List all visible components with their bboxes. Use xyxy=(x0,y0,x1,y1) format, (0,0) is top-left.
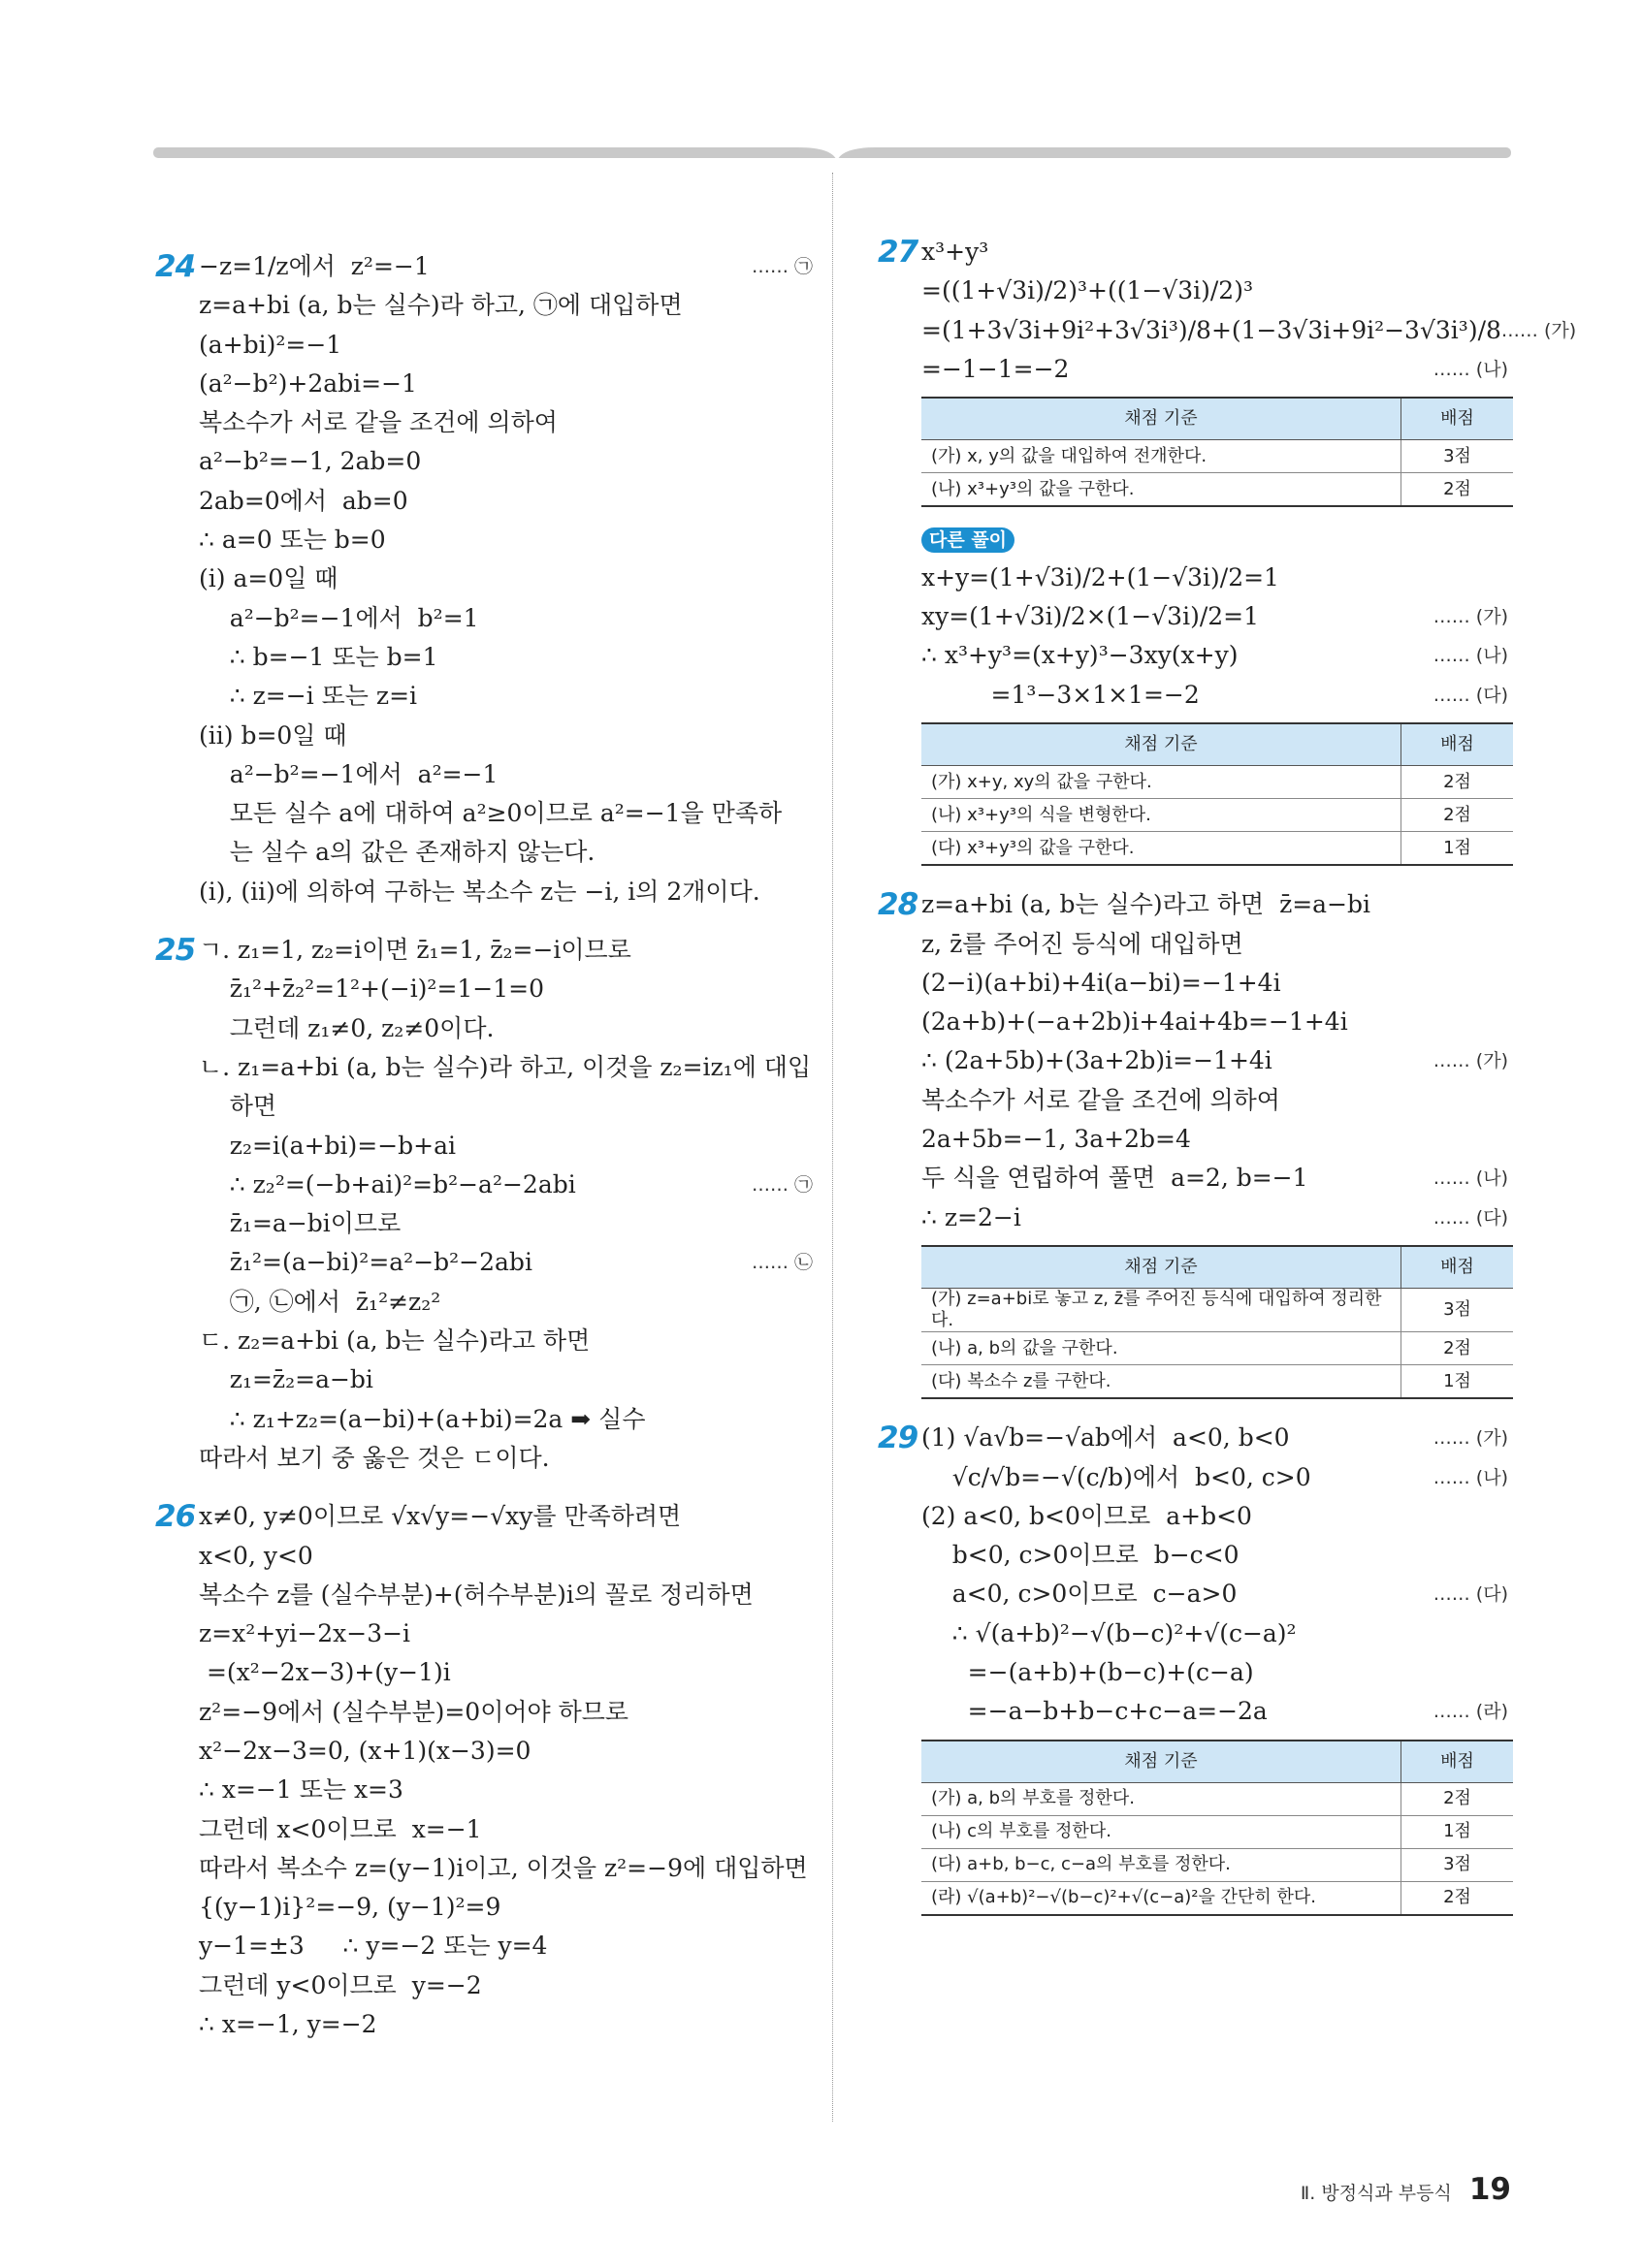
line-text: 그런데 x<0이므로 x=−1 xyxy=(199,1814,482,1843)
problem-body xyxy=(155,1497,815,2044)
alt-solution-label-row xyxy=(878,519,1510,558)
grading-row xyxy=(921,832,1513,866)
problem-body xyxy=(878,1419,1510,1731)
line-text: 따라서 복소수 z=(y−1)i이고, 이것을 z²=−9에 대입하면 xyxy=(199,1853,808,1882)
grading-score: 3점 xyxy=(1401,1848,1514,1881)
problem-body xyxy=(878,885,1510,1237)
solution-line xyxy=(199,1810,815,1849)
line-tag: …… (나) xyxy=(1433,645,1508,667)
solution-line xyxy=(199,1360,815,1399)
grading-criterion: (나) x³+y³의 값을 구한다. xyxy=(921,473,1401,507)
problem-number: 24 xyxy=(155,249,196,284)
line-text: (1) √a√b=−√ab에서 a<0, b<0 xyxy=(921,1423,1290,1453)
page-footer xyxy=(1301,2172,1511,2207)
solution-line xyxy=(921,964,1510,1003)
solution-line xyxy=(921,1536,1510,1575)
grading-header-cell: 배점 xyxy=(1401,723,1514,766)
line-text: ∴ z₂²=(−b+ai)²=b²−a²−2abi xyxy=(199,1169,576,1198)
solution-line xyxy=(199,1166,815,1204)
top-decorative-bar xyxy=(153,145,1511,161)
solution-line xyxy=(921,1159,1510,1198)
solution-line xyxy=(199,931,815,970)
page-number: 19 xyxy=(1468,2172,1511,2207)
line-text: z=a+bi (a, b는 실수)라 하고, ㉠에 대입하면 xyxy=(199,291,683,320)
line-text: =−1−1=−2 xyxy=(921,354,1070,383)
grading-table-header xyxy=(921,398,1513,440)
line-text: ∴ x³+y³=(x+y)³−3xy(x+y) xyxy=(921,641,1239,670)
line-text: a²−b²=−1에서 a²=−1 xyxy=(199,759,499,788)
solution-line xyxy=(199,365,815,403)
grading-row xyxy=(921,1365,1513,1399)
grading-header-cell: 배점 xyxy=(1401,1741,1514,1783)
solution-line xyxy=(199,1732,815,1771)
line-tag: …… (라) xyxy=(1433,1701,1508,1723)
grading-score: 2점 xyxy=(1401,1782,1514,1815)
grading-score: 2점 xyxy=(1401,799,1514,832)
solution-line xyxy=(199,1771,815,1809)
solution-line xyxy=(921,272,1510,310)
grading-header-cell: 배점 xyxy=(1401,1246,1514,1289)
solution-line xyxy=(921,559,1510,597)
grading-table-header xyxy=(921,723,1513,766)
line-text: z²=−9에서 (실수부분)=0이어야 하므로 xyxy=(199,1697,629,1726)
problem-25 xyxy=(155,931,815,1478)
line-tag: …… (나) xyxy=(1433,1167,1508,1190)
grading-table xyxy=(921,1245,1513,1399)
line-text: (a²−b²)+2abi=−1 xyxy=(199,368,417,398)
grading-table xyxy=(921,722,1513,866)
solution-line xyxy=(199,1537,815,1576)
grading-row xyxy=(921,799,1513,832)
line-text: a²−b²=−1에서 b²=1 xyxy=(199,603,479,632)
grading-criterion: (다) a+b, b−c, c−a의 부호를 정한다. xyxy=(921,1848,1401,1881)
grading-criterion: (가) a, b의 부호를 정한다. xyxy=(921,1782,1401,1815)
solution-line xyxy=(199,2005,815,2044)
solution-line xyxy=(921,925,1510,964)
grading-criterion: (가) z=a+bi로 놓고 z, z̄를 주어진 등식에 대입하여 정리한다. xyxy=(921,1289,1401,1332)
line-text: =((1+√3i)/2)³+((1−√3i)/2)³ xyxy=(921,276,1253,305)
solution-line xyxy=(921,311,1577,350)
column-divider xyxy=(832,173,833,2122)
line-tag: …… ㉠ xyxy=(751,256,813,277)
solution-line xyxy=(921,676,1510,715)
line-text: =(x²−2x−3)+(y−1)i xyxy=(199,1658,451,1687)
problem-24 xyxy=(155,247,815,911)
line-text: a²−b²=−1, 2ab=0 xyxy=(199,447,422,476)
line-text: ∴ z₁+z₂=(a−bi)+(a+bi)=2a ➡ 실수 xyxy=(199,1404,646,1433)
solution-line xyxy=(199,873,815,911)
grading-row xyxy=(921,1782,1513,1815)
problem-body xyxy=(155,931,815,1478)
solution-line xyxy=(199,1927,815,1965)
grading-score: 2점 xyxy=(1401,1881,1514,1915)
line-tag: …… (나) xyxy=(1433,1466,1508,1488)
problem-number: 25 xyxy=(155,933,196,969)
line-text: 그런데 y<0이므로 y=−2 xyxy=(199,1970,482,1999)
line-tag: …… (가) xyxy=(1433,1427,1508,1450)
solution-line xyxy=(921,1419,1510,1457)
grading-score: 1점 xyxy=(1401,1815,1514,1848)
solution-line xyxy=(199,638,815,677)
problem-number: 26 xyxy=(155,1499,196,1535)
line-text: ㄷ. z₂=a+bi (a, b는 실수)라고 하면 xyxy=(199,1326,591,1356)
grading-criterion: (나) a, b의 값을 구한다. xyxy=(921,1332,1401,1365)
solution-line xyxy=(199,1204,815,1243)
line-text: =−a−b+b−c+c−a=−2a xyxy=(921,1697,1268,1726)
line-text: b<0, c>0이므로 b−c<0 xyxy=(921,1541,1240,1570)
line-tag: …… (다) xyxy=(1433,684,1508,706)
line-text: ∴ z=−i 또는 z=i xyxy=(199,682,418,711)
line-tag: …… (다) xyxy=(1433,1206,1508,1229)
line-text: (2−i)(a+bi)+4i(a−bi)=−1+4i xyxy=(921,968,1281,997)
line-text: x≠0, y≠0이므로 √x√y=−√xy를 만족하려면 xyxy=(199,1502,682,1531)
alt-solution-badge: 다른 풀이 xyxy=(921,527,1014,553)
line-tag: …… (나) xyxy=(1433,358,1508,380)
line-text: 그런데 z₁≠0, z₂≠0이다. xyxy=(199,1013,495,1042)
line-text: z̄₁=a−bi이므로 xyxy=(199,1209,402,1238)
solution-line xyxy=(199,833,815,872)
solution-line xyxy=(199,1888,815,1927)
line-text: x+y=(1+√3i)/2+(1−√3i)/2=1 xyxy=(921,562,1279,591)
solution-line xyxy=(199,1497,815,1536)
line-text: 2ab=0에서 ab=0 xyxy=(199,486,408,515)
solution-line xyxy=(199,521,815,559)
line-text: z₁=z̄₂=a−bi xyxy=(199,1365,373,1394)
grading-criterion: (라) √(a+b)²−√(b−c)²+√(c−a)²을 간단히 한다. xyxy=(921,1881,1401,1915)
grading-header-cell: 배점 xyxy=(1401,398,1514,440)
line-text: x²−2x−3=0, (x+1)(x−3)=0 xyxy=(199,1736,531,1765)
solution-line xyxy=(199,1849,815,1888)
line-text: =1³−3×1×1=−2 xyxy=(921,680,1200,709)
line-text: z₂=i(a+bi)=−b+ai xyxy=(199,1131,457,1160)
solution-line xyxy=(921,1692,1510,1731)
solution-line xyxy=(199,482,815,521)
solution-line xyxy=(199,1693,815,1732)
line-text: x<0, y<0 xyxy=(199,1541,313,1570)
solution-line xyxy=(921,233,1510,272)
line-tag: …… (가) xyxy=(1433,1050,1508,1072)
solution-line xyxy=(199,286,815,325)
solution-line xyxy=(921,350,1510,389)
line-text: (2) a<0, b<0이므로 a+b<0 xyxy=(921,1501,1252,1530)
line-text: ∴ b=−1 또는 b=1 xyxy=(199,642,438,671)
line-text: 2a+5b=−1, 3a+2b=4 xyxy=(921,1125,1191,1154)
grading-criterion: (나) x³+y³의 식을 변형한다. xyxy=(921,799,1401,832)
grading-header-cell: 채점 기준 xyxy=(921,723,1401,766)
grading-score: 1점 xyxy=(1401,1365,1514,1399)
grading-score: 3점 xyxy=(1401,440,1514,473)
line-text: 는 실수 a의 값은 존재하지 않는다. xyxy=(199,838,596,867)
line-text: 복소수가 서로 같을 조건에 의하여 xyxy=(921,1085,1280,1114)
grading-table xyxy=(921,1740,1513,1916)
solution-line xyxy=(199,1400,815,1439)
problem-29 xyxy=(878,1419,1510,1916)
grading-criterion: (다) x³+y³의 값을 구한다. xyxy=(921,832,1401,866)
line-text: z, z̄를 주어진 등식에 대입하면 xyxy=(921,929,1243,958)
solution-line xyxy=(199,1322,815,1360)
line-text: z=x²+yi−2x−3−i xyxy=(199,1619,411,1648)
solution-line xyxy=(199,1966,815,2005)
line-text: (ⅱ) b=0일 때 xyxy=(199,720,347,750)
solution-line xyxy=(199,717,815,755)
line-text: z̄₁²+z̄₂²=1²+(−i)²=1−1=0 xyxy=(199,974,545,1004)
solution-line xyxy=(199,559,815,598)
solution-line xyxy=(921,1458,1510,1497)
line-text: ∴ x=−1, y=−2 xyxy=(199,2010,377,2039)
solution-line xyxy=(199,1127,815,1166)
solution-line xyxy=(199,755,815,794)
line-text: ∴ z=2−i xyxy=(921,1202,1021,1231)
solution-line xyxy=(921,1003,1510,1041)
alt-solution-body xyxy=(878,559,1510,715)
line-text: √c/√b=−√(c/b)에서 b<0, c>0 xyxy=(921,1462,1311,1491)
solution-line xyxy=(199,247,815,286)
section-title: Ⅱ. 방정식과 부등식 xyxy=(1300,2183,1452,2204)
grading-row xyxy=(921,1289,1513,1332)
problem-number: 27 xyxy=(878,235,918,270)
line-text: 하면 xyxy=(199,1092,277,1121)
solution-line xyxy=(199,1439,815,1478)
grading-header-cell: 채점 기준 xyxy=(921,1246,1401,1289)
line-tag: …… ㉡ xyxy=(751,1252,813,1274)
line-text: (a+bi)²=−1 xyxy=(199,330,342,359)
line-text: {(y−1)i}²=−9, (y−1)²=9 xyxy=(199,1893,501,1922)
grading-row xyxy=(921,1815,1513,1848)
line-text: x³+y³ xyxy=(921,238,989,266)
solution-line xyxy=(199,599,815,638)
line-text: ∴ a=0 또는 b=0 xyxy=(199,526,386,555)
grading-row xyxy=(921,440,1513,473)
solution-line xyxy=(921,1120,1510,1159)
problem-body xyxy=(155,247,815,911)
grading-table-header xyxy=(921,1246,1513,1289)
grading-criterion: (나) c의 부호를 정한다. xyxy=(921,1815,1401,1848)
solution-line xyxy=(199,794,815,833)
solution-line xyxy=(921,1497,1510,1536)
solution-line xyxy=(199,1576,815,1614)
problem-number: 29 xyxy=(878,1421,918,1456)
grading-row xyxy=(921,1332,1513,1365)
right-column xyxy=(878,233,1577,1935)
solution-line xyxy=(921,597,1510,636)
solution-line xyxy=(199,1048,815,1087)
solution-line xyxy=(199,442,815,481)
solution-line xyxy=(199,1653,815,1692)
line-text: z=a+bi (a, b는 실수)라고 하면 z̄=a−bi xyxy=(921,890,1371,919)
line-text: xy=(1+√3i)/2×(1−√3i)/2=1 xyxy=(921,602,1260,631)
solution-line xyxy=(921,1198,1510,1237)
line-tag: …… ㉠ xyxy=(751,1173,813,1196)
problem-27 xyxy=(878,233,1577,866)
solution-line xyxy=(921,636,1510,675)
line-text: ∴ x=−1 또는 x=3 xyxy=(199,1775,403,1805)
solution-line xyxy=(921,885,1510,924)
problem-28 xyxy=(878,885,1510,1399)
problem-body xyxy=(878,233,1577,389)
problem-26 xyxy=(155,1497,815,2044)
grading-score: 2점 xyxy=(1401,473,1514,507)
grading-header-cell: 채점 기준 xyxy=(921,398,1401,440)
line-text: 따라서 보기 중 옳은 것은 ㄷ이다. xyxy=(199,1443,550,1472)
line-text: −z=1/z에서 z²=−1 xyxy=(199,252,430,280)
line-tag: …… (가) xyxy=(1500,319,1577,341)
solution-line xyxy=(199,326,815,365)
line-tag: …… (다) xyxy=(1433,1583,1508,1606)
grading-score: 2점 xyxy=(1401,1332,1514,1365)
line-text: (ⅰ), (ⅱ)에 의하여 구하는 복소수 z는 −i, i의 2개이다. xyxy=(199,877,760,906)
line-text: (2a+b)+(−a+2b)i+4ai+4b=−1+4i xyxy=(921,1007,1348,1037)
line-text: ㉠, ㉡에서 z̄₁²≠z₂² xyxy=(199,1287,441,1316)
line-text: ㄴ. z₁=a+bi (a, b는 실수)라 하고, 이것을 z₂=iz₁에 대입 xyxy=(199,1052,812,1081)
solution-line xyxy=(921,1614,1510,1653)
line-text: =(1+3√3i+9i²+3√3i³)/8+(1−3√3i+9i²−3√3i³)/8 xyxy=(921,315,1501,344)
line-text: ∴ √(a+b)²−√(b−c)²+√(c−a)² xyxy=(921,1618,1297,1647)
line-text: a<0, c>0이므로 c−a>0 xyxy=(921,1580,1238,1609)
line-text: =−(a+b)+(b−c)+(c−a) xyxy=(921,1658,1254,1687)
solution-line xyxy=(921,1041,1510,1080)
line-text: ∴ (2a+5b)+(3a+2b)i=−1+4i xyxy=(921,1046,1272,1075)
line-text: 복소수가 서로 같을 조건에 의하여 xyxy=(199,408,558,437)
grading-table-header xyxy=(921,1741,1513,1783)
line-tag: …… (가) xyxy=(1433,606,1508,628)
solution-line xyxy=(921,1575,1510,1613)
solution-line xyxy=(199,1243,815,1282)
solution-line xyxy=(199,1283,815,1322)
grading-score: 3점 xyxy=(1401,1289,1514,1332)
solution-line xyxy=(199,1009,815,1048)
grading-table xyxy=(921,397,1513,507)
solution-line xyxy=(921,1081,1510,1120)
grading-header-cell: 채점 기준 xyxy=(921,1741,1401,1783)
solution-line xyxy=(199,1087,815,1126)
solution-line xyxy=(199,403,815,442)
line-text: 두 식을 연립하여 풀면 a=2, b=−1 xyxy=(921,1164,1308,1193)
line-text: 모든 실수 a에 대하여 a²≥0이므로 a²=−1을 만족하 xyxy=(199,799,783,828)
left-column xyxy=(155,247,815,2063)
line-text: 복소수 z를 (실수부분)+(허수부분)i의 꼴로 정리하면 xyxy=(199,1580,754,1609)
grading-row xyxy=(921,766,1513,799)
problem-number: 28 xyxy=(878,887,918,923)
grading-criterion: (가) x, y의 값을 대입하여 전개한다. xyxy=(921,440,1401,473)
solution-line xyxy=(921,1653,1510,1692)
line-text: ㄱ. z₁=1, z₂=i이면 z̄₁=1, z̄₂=−i이므로 xyxy=(199,936,631,965)
grading-row xyxy=(921,1881,1513,1915)
grading-criterion: (가) x+y, xy의 값을 구한다. xyxy=(921,766,1401,799)
grading-row xyxy=(921,473,1513,507)
grading-criterion: (다) 복소수 z를 구한다. xyxy=(921,1365,1401,1399)
line-text: z̄₁²=(a−bi)²=a²−b²−2abi xyxy=(199,1248,532,1277)
grading-score: 2점 xyxy=(1401,766,1514,799)
solution-line xyxy=(199,970,815,1008)
line-text: y−1=±3 ∴ y=−2 또는 y=4 xyxy=(199,1932,548,1961)
grading-score: 1점 xyxy=(1401,832,1514,866)
grading-row xyxy=(921,1848,1513,1881)
line-text: (ⅰ) a=0일 때 xyxy=(199,564,338,593)
solution-line xyxy=(199,677,815,716)
solution-line xyxy=(199,1614,815,1653)
